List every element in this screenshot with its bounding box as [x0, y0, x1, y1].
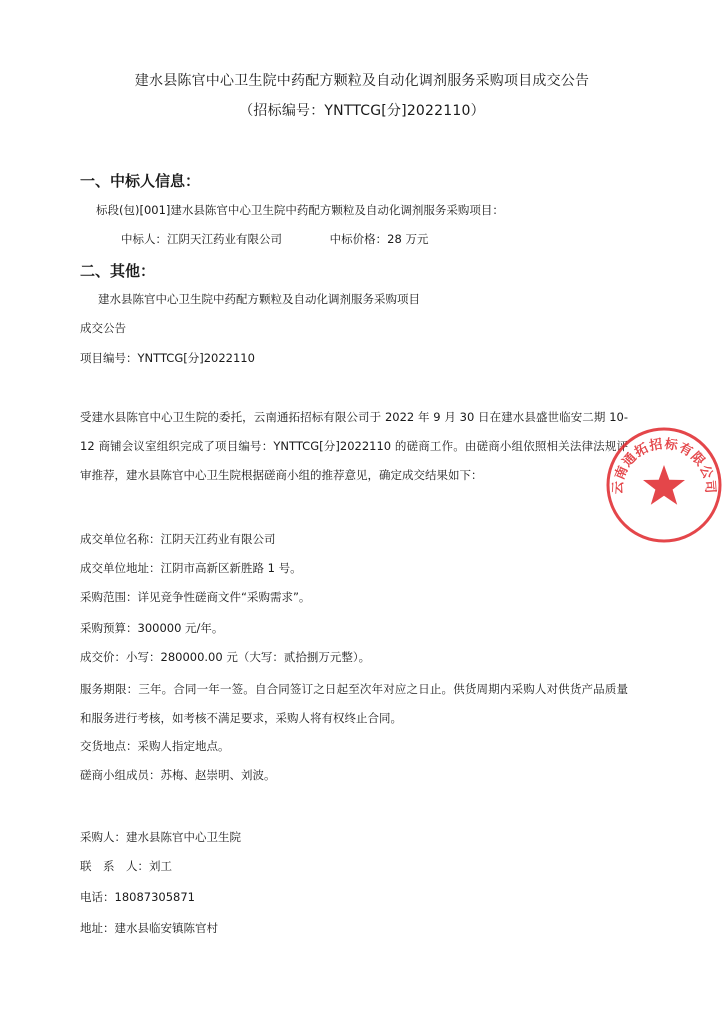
- unit-name: 成交单位名称：江阴天江药业有限公司: [80, 532, 276, 546]
- panel-members: 磋商小组成员：苏梅、赵崇明、刘波。: [80, 768, 276, 782]
- address: 地址：建水县临安镇陈官村: [80, 921, 218, 935]
- delivery-location: 交货地点：采购人指定地点。: [80, 739, 230, 753]
- procurement-scope: 采购范围：详见竞争性磋商文件“采购需求”。: [80, 590, 311, 604]
- seal-star-icon: [643, 465, 685, 505]
- document-subtitle: （招标编号：YNTTCG[分]2022110）: [239, 103, 485, 119]
- section-heading-winner: 一、中标人信息：: [80, 172, 201, 190]
- project-number: 项目编号：YNTTCG[分]2022110: [80, 351, 255, 365]
- lot-line: 标段(包)[001]建水县陈官中心卫生院中药配方颗粒及自动化调剂服务采购项目：: [96, 203, 504, 217]
- section-heading-other: 二、其他：: [80, 262, 156, 280]
- procurement-budget: 采购预算：300000 元/年。: [80, 621, 224, 635]
- company-seal: [604, 425, 724, 545]
- phone: 电话：18087305871: [80, 890, 195, 904]
- service-period: 服务期限：三年。合同一年一签。自合同签订之日起至次年对应之日止。供货周期内采购人对供货产品质量和服务进行考核，如考核不满足要求，采购人将有权终止合同。: [80, 682, 628, 725]
- notice-type: 成交公告: [80, 321, 126, 335]
- winner-name: 中标人：江阴天江药业有限公司: [121, 232, 282, 246]
- buyer: 采购人：建水县陈官中心卫生院: [80, 830, 241, 844]
- contact-person: 联 系 人：刘工: [80, 859, 172, 873]
- deal-price: 成交价：小写：280000.00 元（大写：贰拾捌万元整）。: [80, 650, 371, 664]
- winner-row: [121, 232, 428, 246]
- seal-text: 云南通拓招标有限公司: [610, 436, 718, 495]
- document-title: 建水县陈官中心卫生院中药配方颗粒及自动化调剂服务采购项目成交公告: [134, 73, 590, 89]
- intro-paragraph: 受建水县陈官中心卫生院的委托，云南通拓招标有限公司于 2022 年 9 月 30 日在建水县盛世临安二期 10-12 商铺会议室组织完成了项目编号：YNTTCG[分]2022110 的磋商工作。由磋商小组依照相关法律法规评审推荐，建水县陈官中心卫生院根据磋商小组的推荐意见，确定成交结果如下：: [80, 410, 628, 482]
- project-name: 建水县陈官中心卫生院中药配方颗粒及自动化调剂服务采购项目: [98, 292, 420, 306]
- winner-price: 中标价格：28 万元: [329, 232, 429, 246]
- unit-address: 成交单位地址：江阴市高新区新胜路 1 号。: [80, 561, 302, 575]
